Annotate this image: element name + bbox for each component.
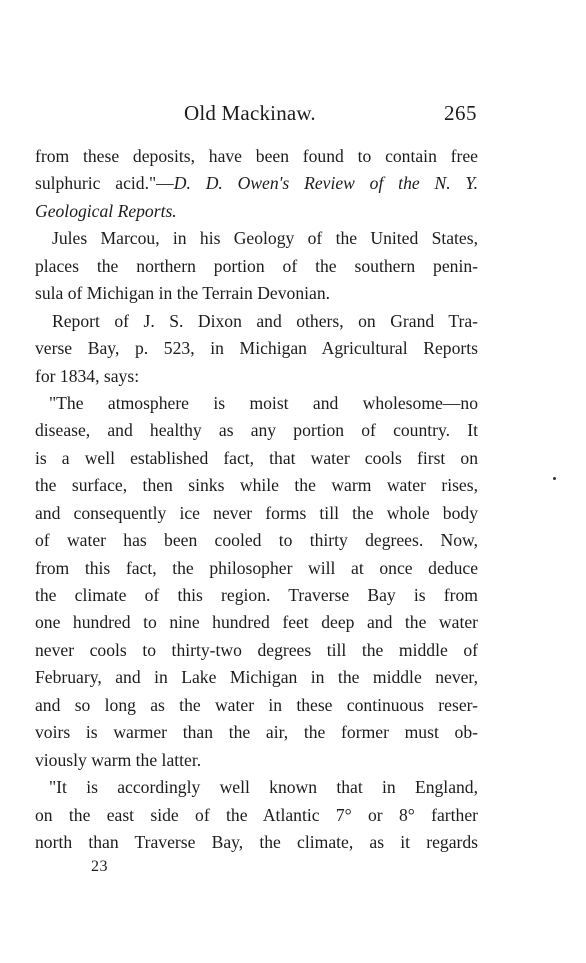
- text-line: [35, 225, 478, 252]
- text-line: [35, 143, 478, 170]
- line-text: of water has been cooled to thirty degrees. Now,: [35, 530, 478, 551]
- text-line: [35, 445, 478, 472]
- line-text: places the northern portion of the southern penin-: [35, 255, 478, 276]
- text-line: [35, 719, 478, 746]
- line-text: on the east side of the Atlantic 7° or 8° farther: [35, 804, 478, 825]
- print-speck: [553, 477, 556, 480]
- line-text: sulphuric acid."—: [35, 173, 174, 194]
- line-text: disease, and healthy as any portion of country. It: [35, 420, 478, 441]
- line-text: for 1834, says:: [35, 365, 140, 386]
- signature-mark: 23: [91, 858, 108, 875]
- text-line: [35, 555, 478, 582]
- line-text: Report of J. S. Dixon and others, on Grand Tra-: [52, 310, 478, 331]
- running-title: Old Mackinaw.: [184, 101, 316, 125]
- line-text: sula of Michigan in the Terrain Devonian.: [35, 283, 331, 304]
- line-text: Jules Marcou, in his Geology of the United States,: [52, 228, 478, 249]
- line-text: one hundred to nine hundred feet deep and the water: [35, 612, 478, 633]
- text-line: [35, 802, 478, 829]
- text-line: [35, 774, 478, 801]
- line-text: verse Bay, p. 523, in Michigan Agricultural Reports: [35, 338, 478, 359]
- italic-citation: D. D. Owen's Review of the N. Y.: [173, 173, 478, 194]
- line-text: never cools to thirty-two degrees till the middle of: [35, 639, 478, 660]
- text-line: [35, 390, 478, 417]
- line-text: voirs is warmer than the air, the former must ob-: [35, 722, 478, 743]
- text-line: [35, 664, 478, 691]
- text-line: [35, 637, 478, 664]
- text-line: [35, 609, 478, 636]
- line-text: February, and in Lake Michigan in the middle never,: [35, 667, 478, 688]
- text-line: [35, 747, 478, 774]
- text-line: [35, 829, 478, 856]
- text-line: [35, 198, 478, 225]
- text-line: [35, 692, 478, 719]
- running-head: [0, 101, 586, 131]
- text-line: [35, 500, 478, 527]
- line-text: from this fact, the philosopher will at once deduce: [35, 557, 478, 578]
- italic-citation: Geological Reports.: [35, 200, 177, 221]
- text-line: [35, 417, 478, 444]
- line-text: the climate of this region. Traverse Bay is from: [35, 585, 478, 605]
- line-text: and consequently ice never forms till the whole body: [35, 502, 478, 523]
- line-text: "It is accordingly well known that in England,: [49, 777, 478, 798]
- page-number: 265: [444, 101, 477, 125]
- text-line: [35, 527, 478, 554]
- text-line: [35, 170, 478, 197]
- line-text: and so long as the water in these continuous reser-: [35, 694, 478, 715]
- line-text: is a well established fact, that water cools first on: [35, 447, 478, 468]
- text-line: [35, 280, 478, 307]
- line-text: the surface, then sinks while the warm water rises,: [35, 475, 478, 496]
- text-line: [35, 472, 478, 499]
- line-text: north than Traverse Bay, the climate, as it regards: [35, 831, 478, 852]
- text-line: [35, 335, 478, 362]
- line-text: "The atmosphere is moist and wholesome—no: [49, 392, 478, 413]
- body-text: [35, 143, 478, 856]
- text-line: [35, 253, 478, 280]
- text-line: [35, 363, 478, 390]
- line-text: from these deposits, have been found to contain free: [35, 146, 478, 166]
- text-line: [35, 308, 478, 335]
- text-line: [35, 582, 478, 609]
- line-text: viously warm the latter.: [35, 749, 202, 770]
